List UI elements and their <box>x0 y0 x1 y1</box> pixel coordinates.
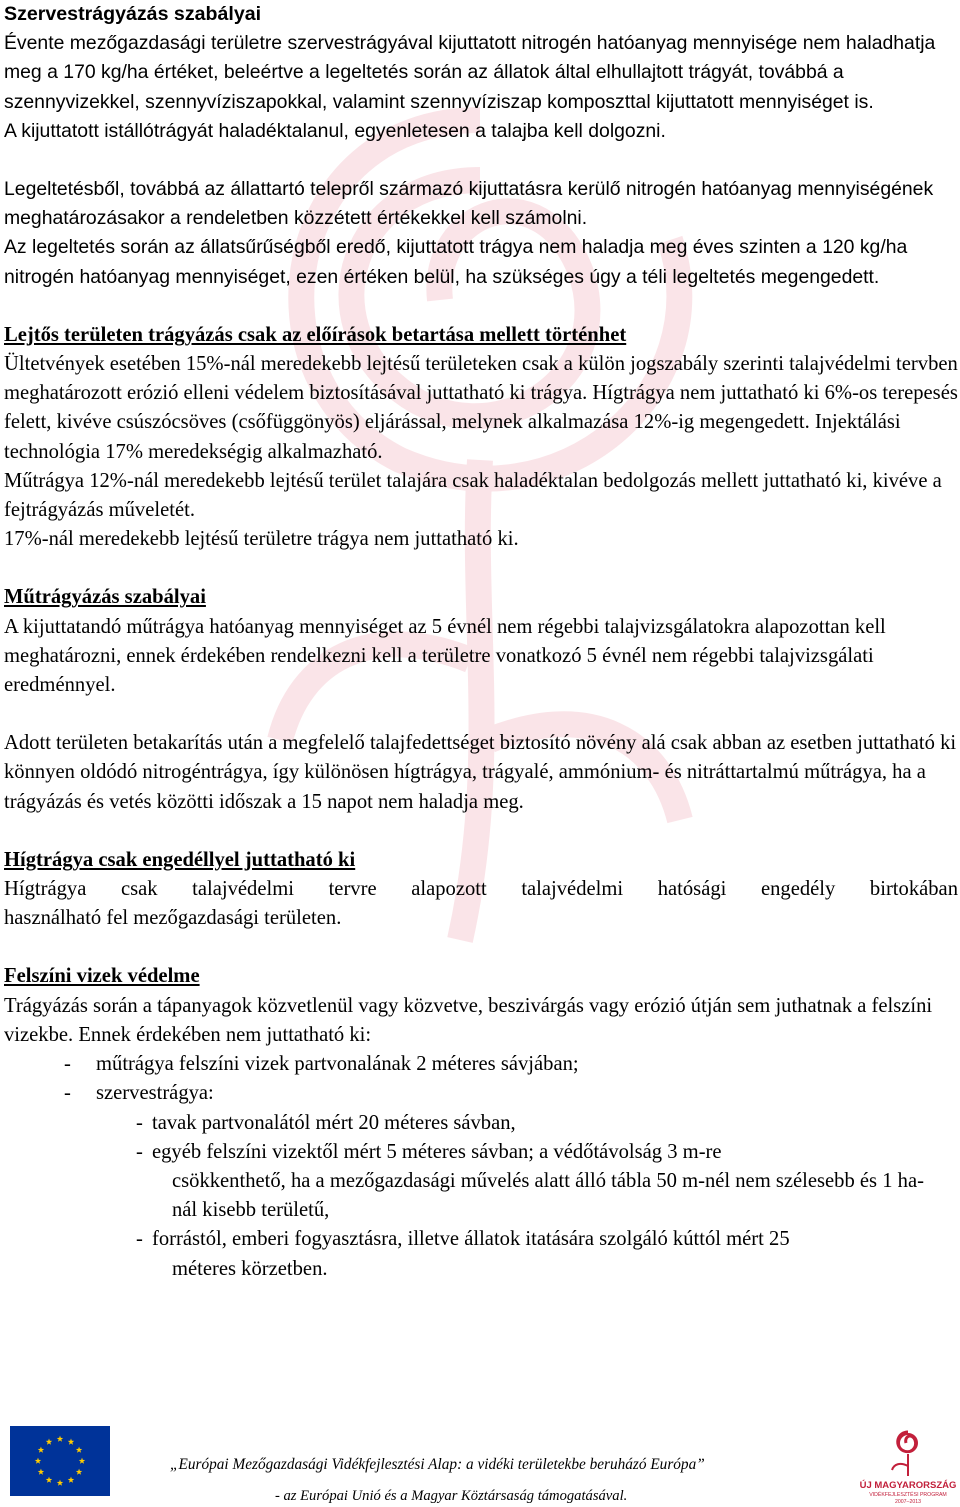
paragraph: Ültetvények esetében 15%-nál meredekebb lejtésű területeken csak a külön jogszabály szerinti talajvédelmi tervben meghatározott erózió elleni védelem biztosításával juttatható ki trágya. Hígtrágya nem juttatható ki 6%-os terepesés felett, kivéve csúszócsöves (csőfüggönyös) eljárással, melynek alkalmazása 12%-ig megengedett. Injektálási technológia 17% meredekségig alkalmazható. <box>4 353 958 463</box>
spacer <box>4 933 960 962</box>
paragraph: Az legeltetés során az állatsűrűségből eredő, kijuttatott trágya nem haladja meg éves szinten a 120 kg/ha nitrogén hatóanyag mennyiséget, ezen értéken belül, ha szükséges úgy a téli legeltetés megengedett. <box>4 236 908 288</box>
logo-subtitle: VIDÉKFEJLESZTÉSI PROGRAM <box>869 1492 947 1498</box>
paragraph: Hígtrágya csak talajvédelmi tervre alapozott talajvédelmi hatósági engedély birtokában <box>4 878 958 901</box>
list-marker: - <box>64 1082 71 1105</box>
sublist-item-continuation: csökkenthető, ha a mezőgazdasági művelés alatt álló tábla 50 m-nél nem szélesebb és 1 ha-nál kisebb területű, <box>172 1169 924 1222</box>
section-organic-fertilizer <box>4 0 960 146</box>
list-marker: - <box>136 1140 143 1163</box>
sublist-item <box>4 1109 960 1138</box>
sublist-item-text: egyéb felszíni vizektől mért 5 méteres sávban; a védőtávolság 3 m-re <box>152 1140 722 1163</box>
sublist-item-body <box>152 1225 960 1283</box>
sublist-item-body <box>152 1138 960 1226</box>
section-grazing <box>4 175 960 292</box>
sublist-item <box>4 1225 960 1283</box>
spacer <box>4 817 960 846</box>
heading-surface-waters: Felszíni vizek védelme <box>4 965 200 988</box>
list-marker: - <box>136 1111 143 1134</box>
logo-name: ÚJ MAGYARORSZÁG <box>860 1480 956 1491</box>
paragraph: A kijuttatandó műtrágya hatóanyag mennyiséget az 5 évnél nem régebbi talajvizsgálatokra alapozottan kell meghatározni, ennek érdekében rendelkezni kell a területre vonatkozó 5 évnél nem régebbi talajvizsgálati eredménnyel. <box>4 615 886 697</box>
section-harvest <box>4 729 960 817</box>
paragraph: 17%-nál meredekebb lejtésű területre trágya nem juttatható ki. <box>4 528 519 551</box>
list-item <box>4 1079 960 1108</box>
footer-support-note: - az Európai Unió és a Magyar Köztársaság támogatásával. <box>275 1488 628 1504</box>
eu-flag-icon <box>10 1426 110 1496</box>
sublist-item-text: tavak partvonalától mért 20 méteres sávban, <box>152 1111 516 1134</box>
list-item-text: szervestrágya: <box>96 1082 214 1105</box>
sublist-item <box>4 1138 960 1226</box>
paragraph: A kijuttatott istállótrágyát haladéktalanul, egyenletesen a talajba kell dolgozni. <box>4 119 666 142</box>
sublist-item-text: forrástól, emberi fogyasztásra, illetve állatok itatására szolgáló kúttól mért 25 <box>152 1228 790 1251</box>
spacer <box>4 554 960 583</box>
sublist-item-body <box>152 1109 960 1138</box>
list-item-text: műtrágya felszíni vizek partvonalának 2 méteres sávjában; <box>96 1053 579 1076</box>
heading-slurry: Hígtrágya csak engedéllyel juttatható ki <box>4 848 356 871</box>
paragraph: Műtrágya 12%-nál meredekebb lejtésű terület talajára csak haladéktalan bedolgozás mellett juttatható ki, kivéve a fejtrágyázás műveletét. <box>4 469 942 522</box>
paragraph: Évente mezőgazdasági területre szervestrágyával kijuttatott nitrogén hatóanyag mennyisége nem haladhatja meg a 170 kg/ha értéket, beleértve a legeltetés során az állatok által elhullajtott trágyát, továbbá a szennyvizekkel, szennyvíziszapokkal, valamint szennyvíziszap komposzttal kijuttatott mennyiséget is. <box>4 32 936 113</box>
page-footer <box>0 1420 960 1507</box>
paragraph: használható fel mezőgazdasági területen. <box>4 907 342 930</box>
footer-eafrd-slogan: „Európai Mezőgazdasági Vidékfejlesztési Alap: a vidéki területekbe beruházó Európa” <box>170 1456 705 1473</box>
rose-icon <box>892 1432 917 1476</box>
paragraph: Trágyázás során a tápanyagok közvetlenül vagy közvetve, beszivárgás vagy erózió útján sem juthatnak a felszíni vizekbe. Ennek érdekében nem juttatható ki: <box>4 994 933 1046</box>
heading-organic-fertilizer: Szervestrágyázás szabályai <box>4 3 262 25</box>
list-marker: - <box>64 1053 71 1076</box>
section-slope <box>4 321 960 555</box>
list-item <box>4 1050 960 1079</box>
uj-magyarorszag-logo <box>860 1424 956 1506</box>
heading-slope: Lejtős területen trágyázás csak az előírások betartása mellett történhet <box>4 323 627 346</box>
section-slurry <box>4 846 960 934</box>
list-marker: - <box>136 1228 143 1251</box>
heading-mineral-fertilizer: Műtrágyázás szabályai <box>4 586 206 609</box>
section-mineral-fertilizer <box>4 583 960 700</box>
logo-years: 2007–2013 <box>895 1499 921 1505</box>
section-surface-waters <box>4 962 960 1283</box>
spacer <box>4 292 960 321</box>
sublist-item-continuation: méteres körzetben. <box>172 1257 328 1280</box>
paragraph: Adott területen betakarítás után a megfelelő talajfedettséget biztosító növény alá csak abban az esetben juttatható ki könnyen oldódó nitrogéntrágya, így különösen hígtrágya, trágyalé, ammónium- és nitráttartalmú műtrágya, ha a trágyázás és vetés közötti időszak a 15 napot nem haladja meg. <box>4 732 957 813</box>
spacer <box>4 146 960 175</box>
spacer <box>4 700 960 729</box>
paragraph: Legeltetésből, továbbá az állattartó telepről származó kijuttatásra kerülő nitrogén hatóanyag mennyiségének meghatározásakor a rendeletben közzétett értékekkel kell számolni. <box>4 178 934 230</box>
